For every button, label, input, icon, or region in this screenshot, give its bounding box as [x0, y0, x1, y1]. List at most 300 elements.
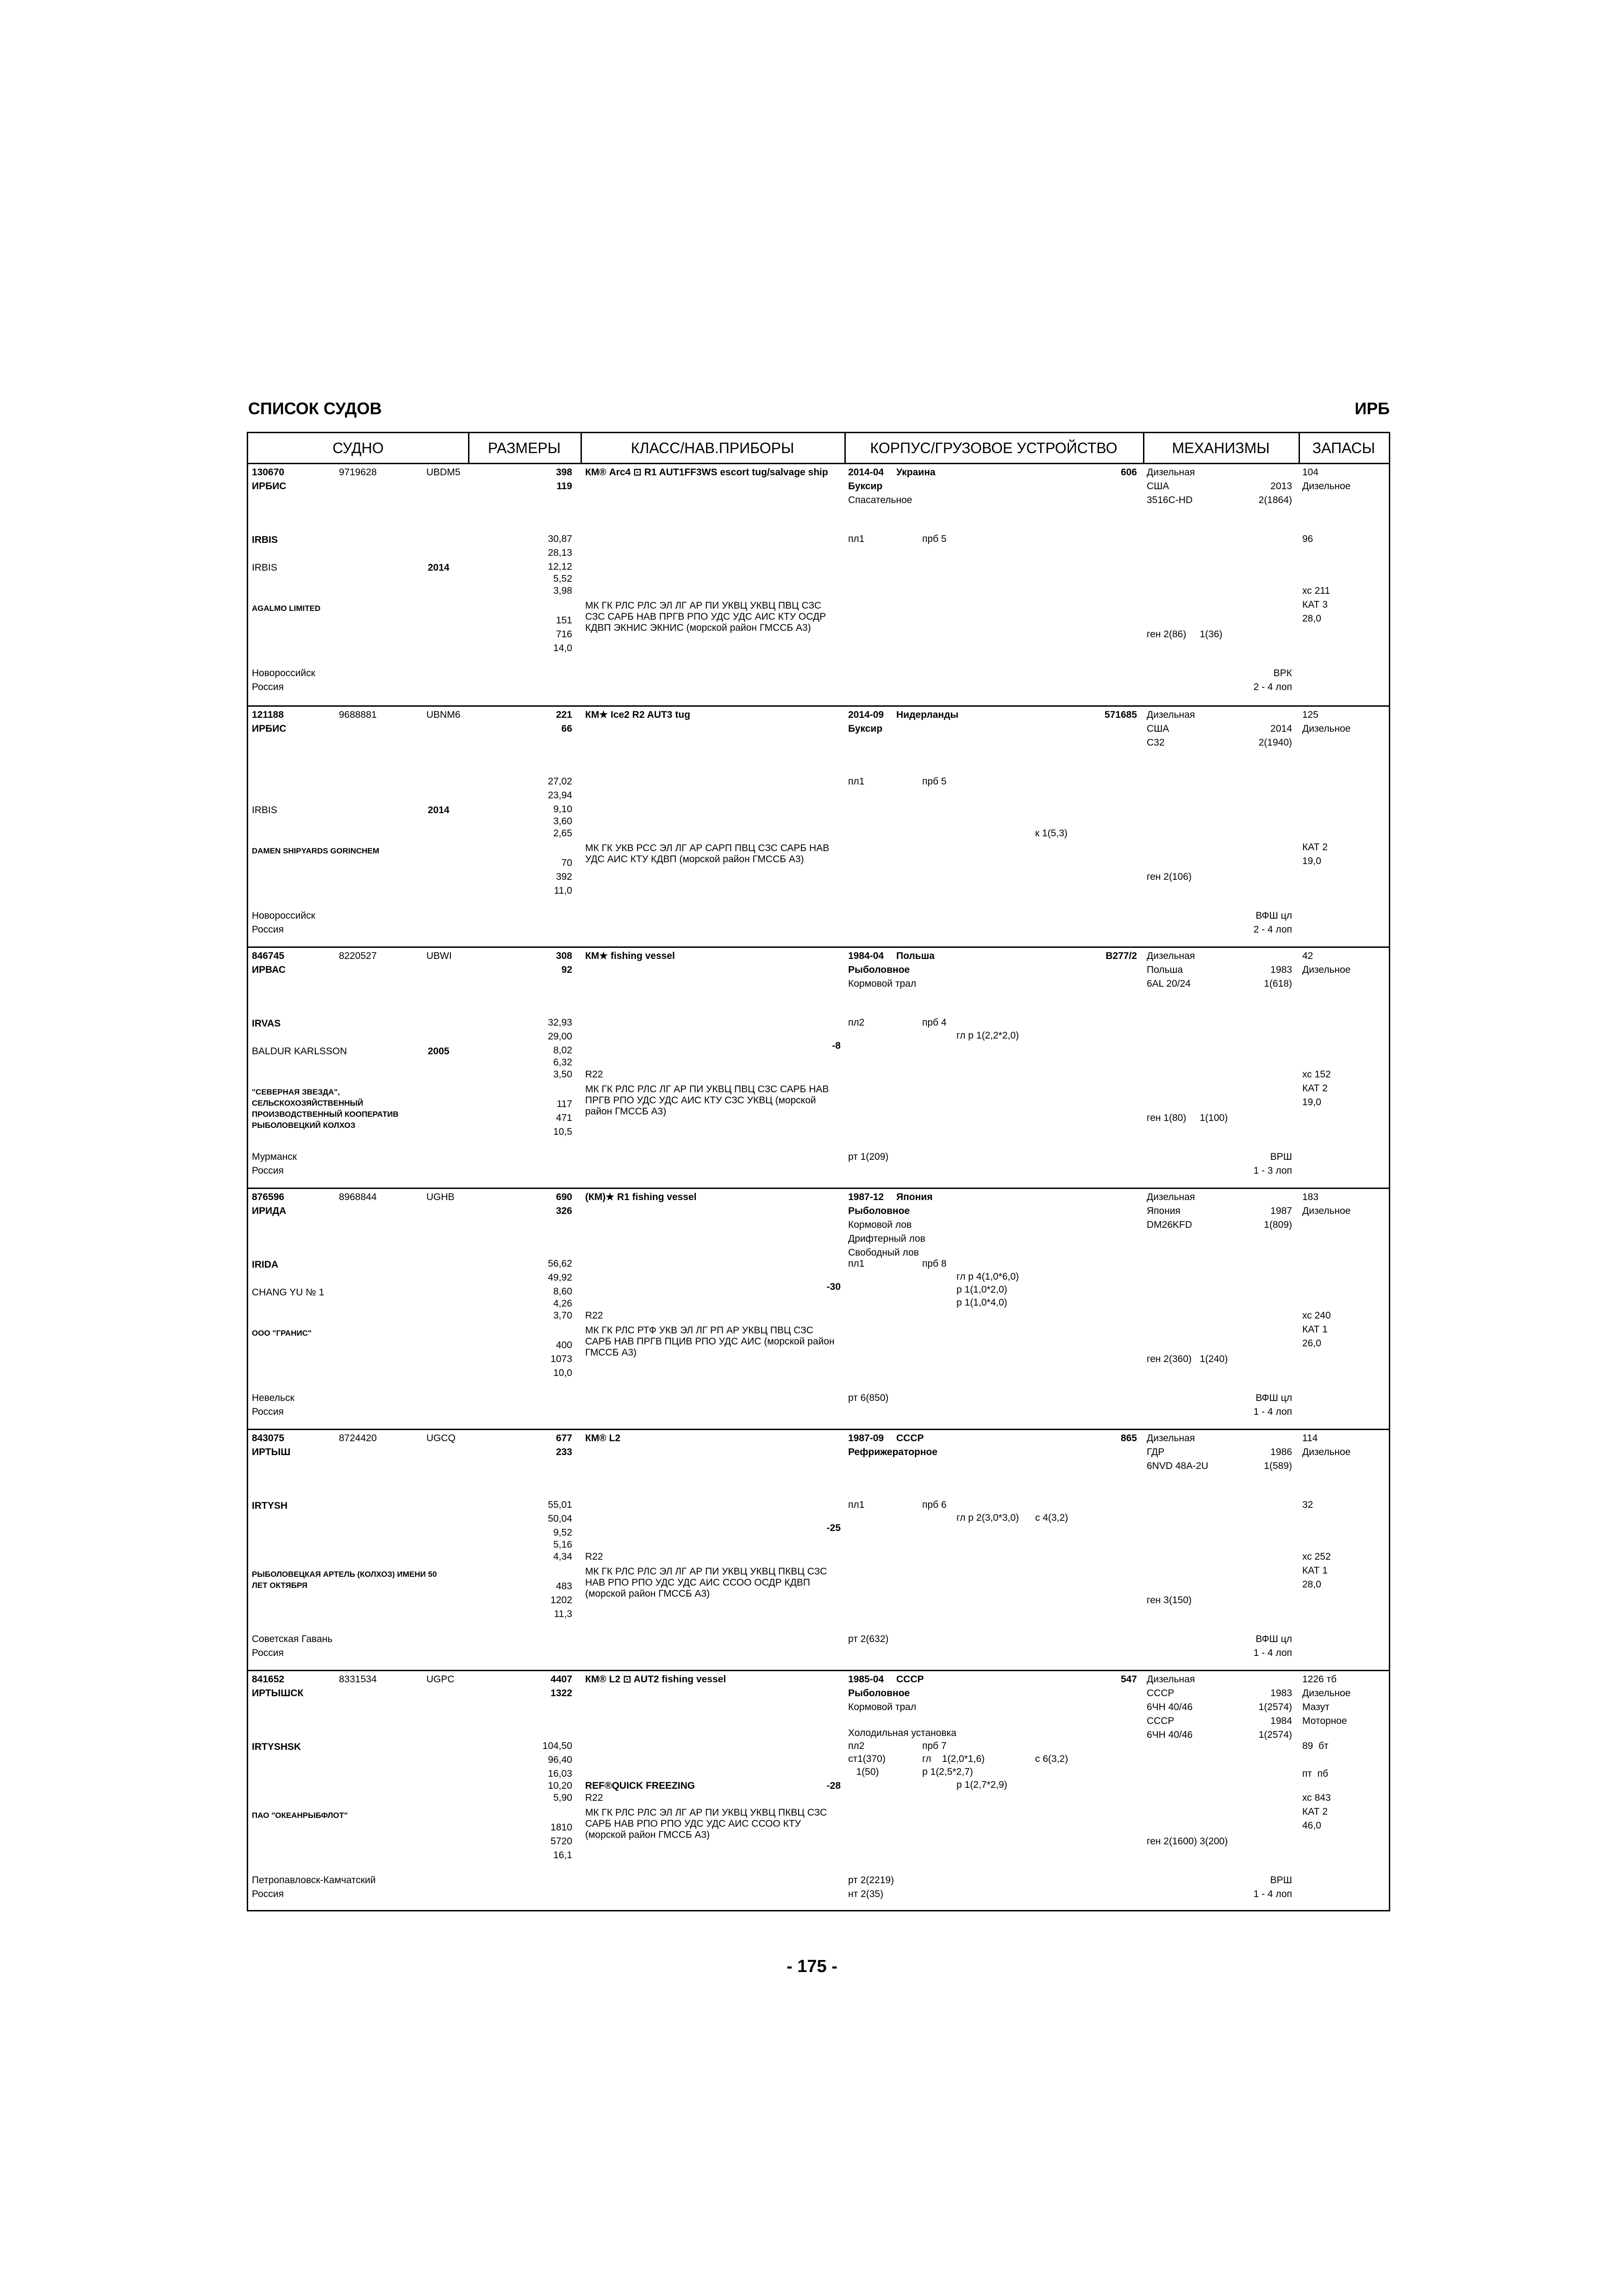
- dimension-value: 1322: [550, 1688, 572, 1699]
- call-sign: UGCQ: [426, 1433, 456, 1444]
- propeller-blades: 2 - 4 лоп: [1253, 924, 1292, 935]
- engine-detail: 6ЧН 40/46: [1147, 1730, 1193, 1740]
- dimension-value: 10,0: [553, 1368, 572, 1378]
- dimension-value: 11,3: [554, 1609, 572, 1619]
- dimension-value: 30,87: [548, 534, 572, 544]
- country: Россия: [252, 1648, 284, 1658]
- class-extra: R22: [585, 1069, 603, 1080]
- ship-latin-name: IRBIS: [252, 535, 278, 545]
- engine-value: 1(618): [1264, 978, 1292, 989]
- hull-gear: прб 5: [922, 534, 947, 544]
- hull-hatch: пл2: [848, 1741, 865, 1751]
- hull-reefer: рт 2(632): [848, 1634, 889, 1644]
- engine-value: 1(2574): [1258, 1730, 1292, 1740]
- hull-type: Буксир: [848, 481, 883, 492]
- stock-value: КАТ 1: [1302, 1565, 1328, 1576]
- call-sign: UBDM5: [426, 467, 461, 478]
- hull-extra: с 6(3,2): [1035, 1754, 1068, 1764]
- hull-type: Свободный лов: [848, 1247, 919, 1258]
- propeller-blades: 2 - 4 лоп: [1253, 682, 1292, 692]
- dimension-value: 3,60: [553, 816, 572, 827]
- stock-value: 125: [1302, 709, 1319, 720]
- hull-reefer: рт 1(209): [848, 1151, 889, 1162]
- country: Россия: [252, 1406, 284, 1417]
- stock-value: 19,0: [1302, 856, 1321, 866]
- dimension-value: 5,90: [553, 1792, 572, 1803]
- page-header-title: СПИСОК СУДОВ: [248, 399, 382, 418]
- stock-value: 19,0: [1302, 1097, 1321, 1108]
- engine-detail: Япония: [1147, 1206, 1181, 1216]
- engine-type: Дизельная: [1147, 467, 1195, 478]
- nav-equipment: МК ГК УКВ РСС ЭЛ ЛГ АР САРП ПВЦ СЗС САРБ НАВ УДС АИС КТУ КДВП (морской район ГМССБ А3): [585, 843, 830, 865]
- propeller-blades: 1 - 3 лоп: [1253, 1165, 1292, 1176]
- engine-value: 1987: [1270, 1206, 1292, 1216]
- stock-value: КАТ 2: [1302, 1806, 1328, 1817]
- dimension-value: 11,0: [554, 885, 572, 896]
- hull-gear: гл 1(2,0*1,6): [922, 1754, 985, 1764]
- imo-number: 8220527: [339, 951, 377, 961]
- hull-build-date: 1987-12: [848, 1192, 884, 1202]
- dimension-value: 23,94: [548, 790, 572, 801]
- dimension-value: 308: [556, 951, 572, 961]
- engine-detail: 6ЧН 40/46: [1147, 1702, 1193, 1712]
- home-port: Невельск: [252, 1393, 294, 1403]
- country: Россия: [252, 682, 284, 692]
- country: Россия: [252, 1889, 284, 1899]
- col-header-hull: КОРПУС/ГРУЗОВОЕ УСТРОЙСТВО: [844, 433, 1143, 464]
- engine-value: 1(2574): [1258, 1702, 1292, 1712]
- dimension-value: 66: [561, 723, 572, 734]
- dimension-value: 2,65: [553, 828, 572, 839]
- engine-value: 1984: [1270, 1716, 1292, 1726]
- hull-type: Рыболовное: [848, 1206, 910, 1216]
- dimension-value: 3,98: [553, 585, 572, 596]
- stock-value: 26,0: [1302, 1338, 1321, 1349]
- hull-build-date: 1984-04: [848, 951, 884, 961]
- hull-gear: прб 8: [922, 1258, 947, 1269]
- owner: ООО "ГРАНИС": [252, 1329, 312, 1338]
- generators: ген 2(106): [1147, 871, 1192, 882]
- stock-value: хс 152: [1302, 1069, 1331, 1080]
- hull-type: Рефрижераторное: [848, 1447, 937, 1457]
- dimension-value: 6,32: [553, 1057, 572, 1068]
- build-year: 2005: [428, 1046, 450, 1057]
- dimension-value: 1810: [550, 1822, 572, 1833]
- hull-gear: прб 5: [922, 776, 947, 787]
- engine-detail: США: [1147, 723, 1169, 734]
- dimension-value: 677: [556, 1433, 572, 1444]
- dimension-value: 70: [561, 858, 572, 868]
- call-sign: UBWI: [426, 951, 452, 961]
- propeller: ВФШ цл: [1255, 910, 1292, 921]
- imo-number: 8968844: [339, 1192, 377, 1202]
- reg-number: 841652: [252, 1674, 285, 1685]
- propeller: ВРК: [1273, 668, 1292, 678]
- stock-value: 46,0: [1302, 1820, 1321, 1831]
- hull-reefer: рт 2(2219): [848, 1875, 894, 1885]
- hull-type: Рыболовное: [848, 1688, 910, 1699]
- engine-detail: C32: [1147, 737, 1165, 748]
- hull-extra: с 4(3,2): [1035, 1512, 1068, 1523]
- dimension-value: 16,1: [553, 1850, 572, 1860]
- engine-value: 1(809): [1264, 1220, 1292, 1230]
- nav-equipment: МК ГК РЛС РЛС ЭЛ ЛГ АР ПИ УКВЦ УКВЦ ПКВЦ СЗС САРБ НАВ РПО РПО УДС УДС АИС ССОО КТУ (морской район ГМССБ А3): [585, 1807, 827, 1840]
- ship-name: ИРБИС: [252, 723, 287, 734]
- call-sign: UGPC: [426, 1674, 455, 1685]
- engine-detail: 6NVD 48A-2U: [1147, 1461, 1209, 1471]
- dimension-value: 4,26: [553, 1298, 572, 1309]
- ship-record: [248, 946, 1389, 1188]
- stock-value: хс 240: [1302, 1310, 1331, 1321]
- dimension-value: 10,20: [548, 1780, 572, 1791]
- reg-number: 121188: [252, 709, 284, 720]
- hull-number: 571685: [1104, 709, 1137, 720]
- engine-value: 2014: [1270, 723, 1292, 734]
- engine-value: 1983: [1270, 1688, 1292, 1699]
- engine-type: Дизельная: [1147, 709, 1195, 720]
- home-port: Петропавловск-Камчатский: [252, 1875, 376, 1885]
- col-divider: [844, 433, 846, 464]
- class-mark: -8: [832, 1040, 841, 1051]
- hull-hatch: пл1: [848, 776, 865, 787]
- call-sign: UGHB: [426, 1192, 455, 1202]
- col-divider: [1143, 433, 1144, 464]
- ship-record: [248, 464, 1389, 705]
- owner: AGALMO LIMITED: [252, 604, 321, 613]
- imo-number: 8724420: [339, 1433, 377, 1444]
- dimension-value: 8,60: [553, 1286, 572, 1297]
- stock-value: 89 бт: [1302, 1741, 1329, 1751]
- ship-latin-name: IRTYSH: [252, 1500, 288, 1511]
- hull-country: Украина: [896, 467, 936, 478]
- hull-gear: прб 6: [922, 1500, 947, 1510]
- ship-name: ИРИДА: [252, 1206, 287, 1216]
- ship-list-table: [247, 432, 1390, 1911]
- class-notation: КМ® L2 ⊡ AUT2 fishing vessel: [585, 1674, 726, 1685]
- hull-reefer: рт 6(850): [848, 1393, 889, 1403]
- build-year: 2014: [428, 562, 450, 573]
- hull-hatch: ст1(370): [848, 1754, 886, 1764]
- ship-name: ИРТЫШСК: [252, 1688, 304, 1699]
- hull-country: СССР: [896, 1674, 924, 1685]
- stock-value: КАТ 1: [1302, 1324, 1328, 1335]
- reg-number: 843075: [252, 1433, 285, 1444]
- hull-number: 606: [1120, 467, 1137, 478]
- hull-type: Кормовой трал: [848, 978, 917, 989]
- owner: РЫБОЛОВЕЦКАЯ АРТЕЛЬ (КОЛХОЗ) ИМЕНИ 50 ЛЕТ ОКТЯБРЯ: [252, 1570, 437, 1590]
- dimension-value: 56,62: [548, 1258, 572, 1269]
- reg-number: 130670: [252, 467, 285, 478]
- dimension-value: 14,0: [553, 643, 572, 653]
- hull-gear: р 1(1,0*4,0): [956, 1297, 1007, 1308]
- stock-value: 32: [1302, 1500, 1313, 1510]
- ship-latin-name: IRVAS: [252, 1018, 281, 1029]
- hull-hatch: пл1: [848, 1500, 865, 1510]
- hull-country: Польша: [896, 951, 935, 961]
- hull-gear: гл р 1(2,2*2,0): [956, 1030, 1019, 1041]
- imo-number: 9719628: [339, 467, 377, 478]
- engine-detail: DM26KFD: [1147, 1220, 1193, 1230]
- stock-value: 1226 тб: [1302, 1674, 1337, 1685]
- stock-value: пт пб: [1302, 1768, 1329, 1779]
- stock-value: 183: [1302, 1192, 1319, 1202]
- dimension-value: 221: [556, 709, 572, 720]
- reg-number: 876596: [252, 1192, 285, 1202]
- stock-value: Дизельное: [1302, 1447, 1351, 1457]
- ship-record: [248, 1188, 1389, 1429]
- ship-record: [248, 1670, 1389, 1911]
- hull-build-date: 2014-09: [848, 709, 884, 720]
- engine-detail: СССР: [1147, 1688, 1174, 1699]
- stock-value: 96: [1302, 534, 1313, 544]
- stock-value: Дизельное: [1302, 964, 1351, 975]
- reg-number: 846745: [252, 951, 285, 961]
- hull-hatch: пл1: [848, 534, 865, 544]
- hull-reefer: нт 2(35): [848, 1889, 884, 1899]
- dimension-value: 3,70: [553, 1310, 572, 1321]
- dimension-value: 92: [561, 964, 572, 975]
- stock-value: 114: [1302, 1433, 1318, 1444]
- hull-type: Буксир: [848, 723, 883, 734]
- dimension-value: 29,00: [548, 1031, 572, 1042]
- owner: "СЕВЕРНАЯ ЗВЕЗДА", СЕЛЬСКОХОЗЯЙСТВЕННЫЙ ПРОИЗВОДСТВЕННЫЙ КООПЕРАТИВ РЫБОЛОВЕЦКИЙ КОЛХОЗ: [252, 1088, 399, 1130]
- country: Россия: [252, 1165, 284, 1176]
- refrigeration-class: REF®QUICK FREEZING: [585, 1780, 695, 1791]
- hull-build-date: 1985-04: [848, 1674, 884, 1685]
- hull-gear: р 1(2,7*2,9): [956, 1780, 1007, 1790]
- build-year: 2014: [428, 805, 450, 815]
- hull-hatch: пл1: [848, 1258, 865, 1269]
- dimension-value: 690: [556, 1192, 572, 1202]
- dimension-value: 32,93: [548, 1017, 572, 1028]
- class-notation: КМ® L2: [585, 1433, 621, 1444]
- class-extra: R22: [585, 1310, 603, 1321]
- hull-type: Рыболовное: [848, 964, 910, 975]
- dimension-value: 49,92: [548, 1272, 572, 1283]
- hull-build-date: 2014-04: [848, 467, 884, 478]
- former-name: IRBIS: [252, 562, 277, 573]
- engine-value: 2(1940): [1258, 737, 1292, 748]
- hull-note: Холодильная установка: [848, 1728, 956, 1738]
- home-port: Мурманск: [252, 1151, 297, 1162]
- hull-type: Спасательное: [848, 495, 912, 505]
- dimension-value: 5,52: [553, 573, 572, 584]
- hull-gear: прб 4: [922, 1017, 947, 1028]
- col-header-stocks: ЗАПАСЫ: [1299, 433, 1389, 464]
- stock-value: КАТ 3: [1302, 599, 1328, 610]
- ship-record: [248, 705, 1389, 946]
- hull-number: B277/2: [1106, 951, 1137, 961]
- stock-value: 28,0: [1302, 613, 1321, 624]
- nav-equipment: МК ГК РЛС РТФ УКВ ЭЛ ЛГ РП АР УКВЦ ПВЦ СЗС САРБ НАВ ПРГВ ПЦИВ РПО УДС АИС (морской район ГМССБ А3): [585, 1325, 835, 1358]
- dimension-value: 471: [556, 1113, 572, 1123]
- engine-detail: ГДР: [1147, 1447, 1165, 1457]
- dimension-value: 117: [556, 1099, 572, 1109]
- dimension-value: 483: [556, 1581, 572, 1592]
- dimension-value: 9,10: [553, 804, 572, 815]
- hull-type: Кормовой трал: [848, 1702, 917, 1712]
- hull-gear: гл р 2(3,0*3,0): [956, 1512, 1019, 1523]
- owner: ПАО "ОКЕАНРЫБФЛОТ": [252, 1811, 348, 1820]
- hull-type: Кормовой лов: [848, 1220, 912, 1230]
- propeller-blades: 1 - 4 лоп: [1253, 1406, 1292, 1417]
- dimension-value: 96,40: [548, 1755, 572, 1765]
- stock-value: 104: [1302, 467, 1319, 478]
- engine-detail: СССР: [1147, 1716, 1174, 1726]
- stock-value: Мазут: [1302, 1702, 1330, 1712]
- col-header-class: КЛАСС/НАВ.ПРИБОРЫ: [581, 433, 844, 464]
- engine-value: 1986: [1270, 1447, 1292, 1457]
- stock-value: 42: [1302, 951, 1313, 961]
- engine-type: Дизельная: [1147, 951, 1195, 961]
- dimension-value: 12,12: [548, 561, 572, 572]
- col-header-machinery: МЕХАНИЗМЫ: [1143, 433, 1299, 464]
- home-port: Новороссийск: [252, 668, 315, 678]
- class-mark: -25: [826, 1523, 841, 1533]
- home-port: Новороссийск: [252, 910, 315, 921]
- engine-detail: 3516С-HD: [1147, 495, 1193, 505]
- class-mark: -30: [826, 1282, 841, 1292]
- dimension-value: 326: [556, 1206, 572, 1216]
- propeller: ВРШ: [1270, 1151, 1292, 1162]
- stock-value: хс 211: [1302, 585, 1330, 596]
- engine-value: 2013: [1270, 481, 1292, 492]
- engine-detail: Польша: [1147, 964, 1183, 975]
- dimension-value: 28,13: [548, 548, 572, 558]
- engine-value: 1983: [1270, 964, 1292, 975]
- dimension-value: 8,02: [553, 1045, 572, 1056]
- hull-type: Дрифтерный лов: [848, 1233, 925, 1244]
- stock-value: Дизельное: [1302, 1206, 1351, 1216]
- country: Россия: [252, 924, 284, 935]
- dimension-value: 4407: [550, 1674, 572, 1685]
- hull-number: 865: [1120, 1433, 1137, 1444]
- hull-gear: р 1(2,5*2,7): [922, 1767, 973, 1777]
- col-header-dimensions: РАЗМЕРЫ: [468, 433, 581, 464]
- dimension-value: 104,50: [542, 1741, 572, 1751]
- generators: ген 2(1600) 3(200): [1147, 1836, 1228, 1847]
- hull-gear: р 1(1,0*2,0): [956, 1284, 1007, 1295]
- hull-hatch: 1(50): [848, 1767, 879, 1777]
- stock-value: Моторное: [1302, 1716, 1347, 1726]
- dimension-value: 5720: [550, 1836, 572, 1847]
- hull-extra: к 1(5,3): [1035, 828, 1068, 839]
- class-mark: -28: [826, 1780, 841, 1791]
- hull-gear: прб 7: [922, 1741, 947, 1751]
- generators: ген 2(360) 1(240): [1147, 1354, 1228, 1364]
- engine-detail: США: [1147, 481, 1169, 492]
- hull-number: 547: [1120, 1674, 1137, 1685]
- stock-value: Дизельное: [1302, 481, 1351, 492]
- ship-record: [248, 1429, 1389, 1670]
- class-notation: (КМ)★ R1 fishing vessel: [585, 1192, 697, 1202]
- dimension-value: 10,5: [553, 1126, 572, 1137]
- propeller-blades: 1 - 4 лоп: [1253, 1889, 1292, 1899]
- dimension-value: 27,02: [548, 776, 572, 787]
- stock-value: КАТ 2: [1302, 1083, 1328, 1094]
- hull-country: Япония: [896, 1192, 933, 1202]
- ship-name: ИРВАС: [252, 964, 286, 975]
- dimension-value: 3,50: [553, 1069, 572, 1080]
- dimension-value: 398: [556, 467, 572, 478]
- dimension-value: 119: [556, 481, 572, 492]
- class-notation: КМ★ fishing vessel: [585, 951, 675, 961]
- dimension-value: 5,16: [553, 1539, 572, 1550]
- col-header-ship: СУДНО: [248, 433, 468, 464]
- stock-value: КАТ 2: [1302, 842, 1328, 852]
- page-number: - 175 -: [787, 1957, 837, 1976]
- page-header-section: ИРБ: [1355, 399, 1390, 418]
- ship-latin-name: IRIDA: [252, 1259, 279, 1270]
- dimension-value: 16,03: [548, 1768, 572, 1779]
- ship-latin-name: IRTYSHSK: [252, 1742, 301, 1752]
- class-notation: КМ★ Ice2 R2 AUT3 tug: [585, 709, 690, 720]
- dimension-value: 716: [556, 629, 572, 640]
- imo-number: 8331534: [339, 1674, 377, 1685]
- generators: ген 2(86) 1(36): [1147, 629, 1223, 640]
- call-sign: UBNM6: [426, 709, 461, 720]
- dimension-value: 151: [556, 615, 572, 626]
- nav-equipment: МК ГК РЛС РЛС ЭЛ ЛГ АР ПИ УКВЦ УКВЦ ПВЦ СЗС СЗС САРБ НАВ ПРГВ РПО УДС УДС АИС КТУ ОСДР КДВП ЭКНИС ЭКНИС (морской район ГМССБ А3): [585, 600, 826, 633]
- propeller-blades: 1 - 4 лоп: [1253, 1648, 1292, 1658]
- class-notation: КМ® Arc4 ⊡ R1 AUT1FF3WS escort tug/salvage ship: [585, 467, 828, 478]
- dimension-value: 1073: [550, 1354, 572, 1364]
- former-name: BALDUR KARLSSON: [252, 1046, 347, 1057]
- col-divider: [581, 433, 582, 464]
- home-port: Советская Гавань: [252, 1634, 333, 1644]
- dimension-value: 55,01: [548, 1500, 572, 1510]
- engine-detail: 6AL 20/24: [1147, 978, 1191, 989]
- nav-equipment: МК ГК РЛС РЛС ЭЛ ЛГ АР ПИ УКВЦ УКВЦ ПКВЦ СЗС НАВ РПО РПО УДС УДС АИС ССОО ОСДР КДВП (морской район ГМССБ А3): [585, 1566, 827, 1599]
- hull-country: СССР: [896, 1433, 924, 1444]
- dimension-value: 400: [556, 1340, 572, 1350]
- stock-value: хс 843: [1302, 1792, 1331, 1803]
- hull-country: Нидерланды: [896, 709, 959, 720]
- stock-value: 28,0: [1302, 1579, 1321, 1590]
- dimension-value: 9,52: [553, 1527, 572, 1538]
- col-divider: [1299, 433, 1300, 464]
- dimension-value: 50,04: [548, 1513, 572, 1524]
- nav-equipment: МК ГК РЛС РЛС ЛГ АР ПИ УКВЦ ПВЦ СЗС САРБ НАВ ПРГВ РПО УДС УДС АИС КТУ СЗС УКВЦ (морской район ГМССБ А3): [585, 1084, 829, 1117]
- dimension-value: 1202: [550, 1595, 572, 1605]
- propeller: ВФШ цл: [1255, 1634, 1292, 1644]
- engine-type: Дизельная: [1147, 1192, 1195, 1202]
- dimension-value: 233: [556, 1447, 572, 1457]
- hull-gear: гл р 4(1,0*6,0): [956, 1271, 1019, 1282]
- hull-hatch: пл2: [848, 1017, 865, 1028]
- stock-value: Дизельное: [1302, 1688, 1351, 1699]
- class-extra: R22: [585, 1551, 603, 1562]
- propeller: ВРШ: [1270, 1875, 1292, 1885]
- engine-value: 1(589): [1264, 1461, 1292, 1471]
- propeller: ВФШ цл: [1255, 1393, 1292, 1403]
- engine-type: Дизельная: [1147, 1674, 1195, 1685]
- class-extra: R22: [585, 1792, 603, 1803]
- owner: DAMEN SHIPYARDS GORINCHEM: [252, 846, 380, 855]
- imo-number: 9688881: [339, 709, 377, 720]
- engine-value: 2(1864): [1258, 495, 1292, 505]
- stock-value: хс 252: [1302, 1551, 1331, 1562]
- hull-build-date: 1987-09: [848, 1433, 884, 1444]
- dimension-value: 4,34: [553, 1551, 572, 1562]
- former-name: IRBIS: [252, 805, 277, 815]
- ship-name: ИРТЫШ: [252, 1447, 291, 1457]
- dimension-value: 392: [556, 871, 572, 882]
- stock-value: Дизельное: [1302, 723, 1351, 734]
- ship-name: ИРБИС: [252, 481, 287, 492]
- col-divider: [468, 433, 469, 464]
- generators: ген 3(150): [1147, 1595, 1192, 1605]
